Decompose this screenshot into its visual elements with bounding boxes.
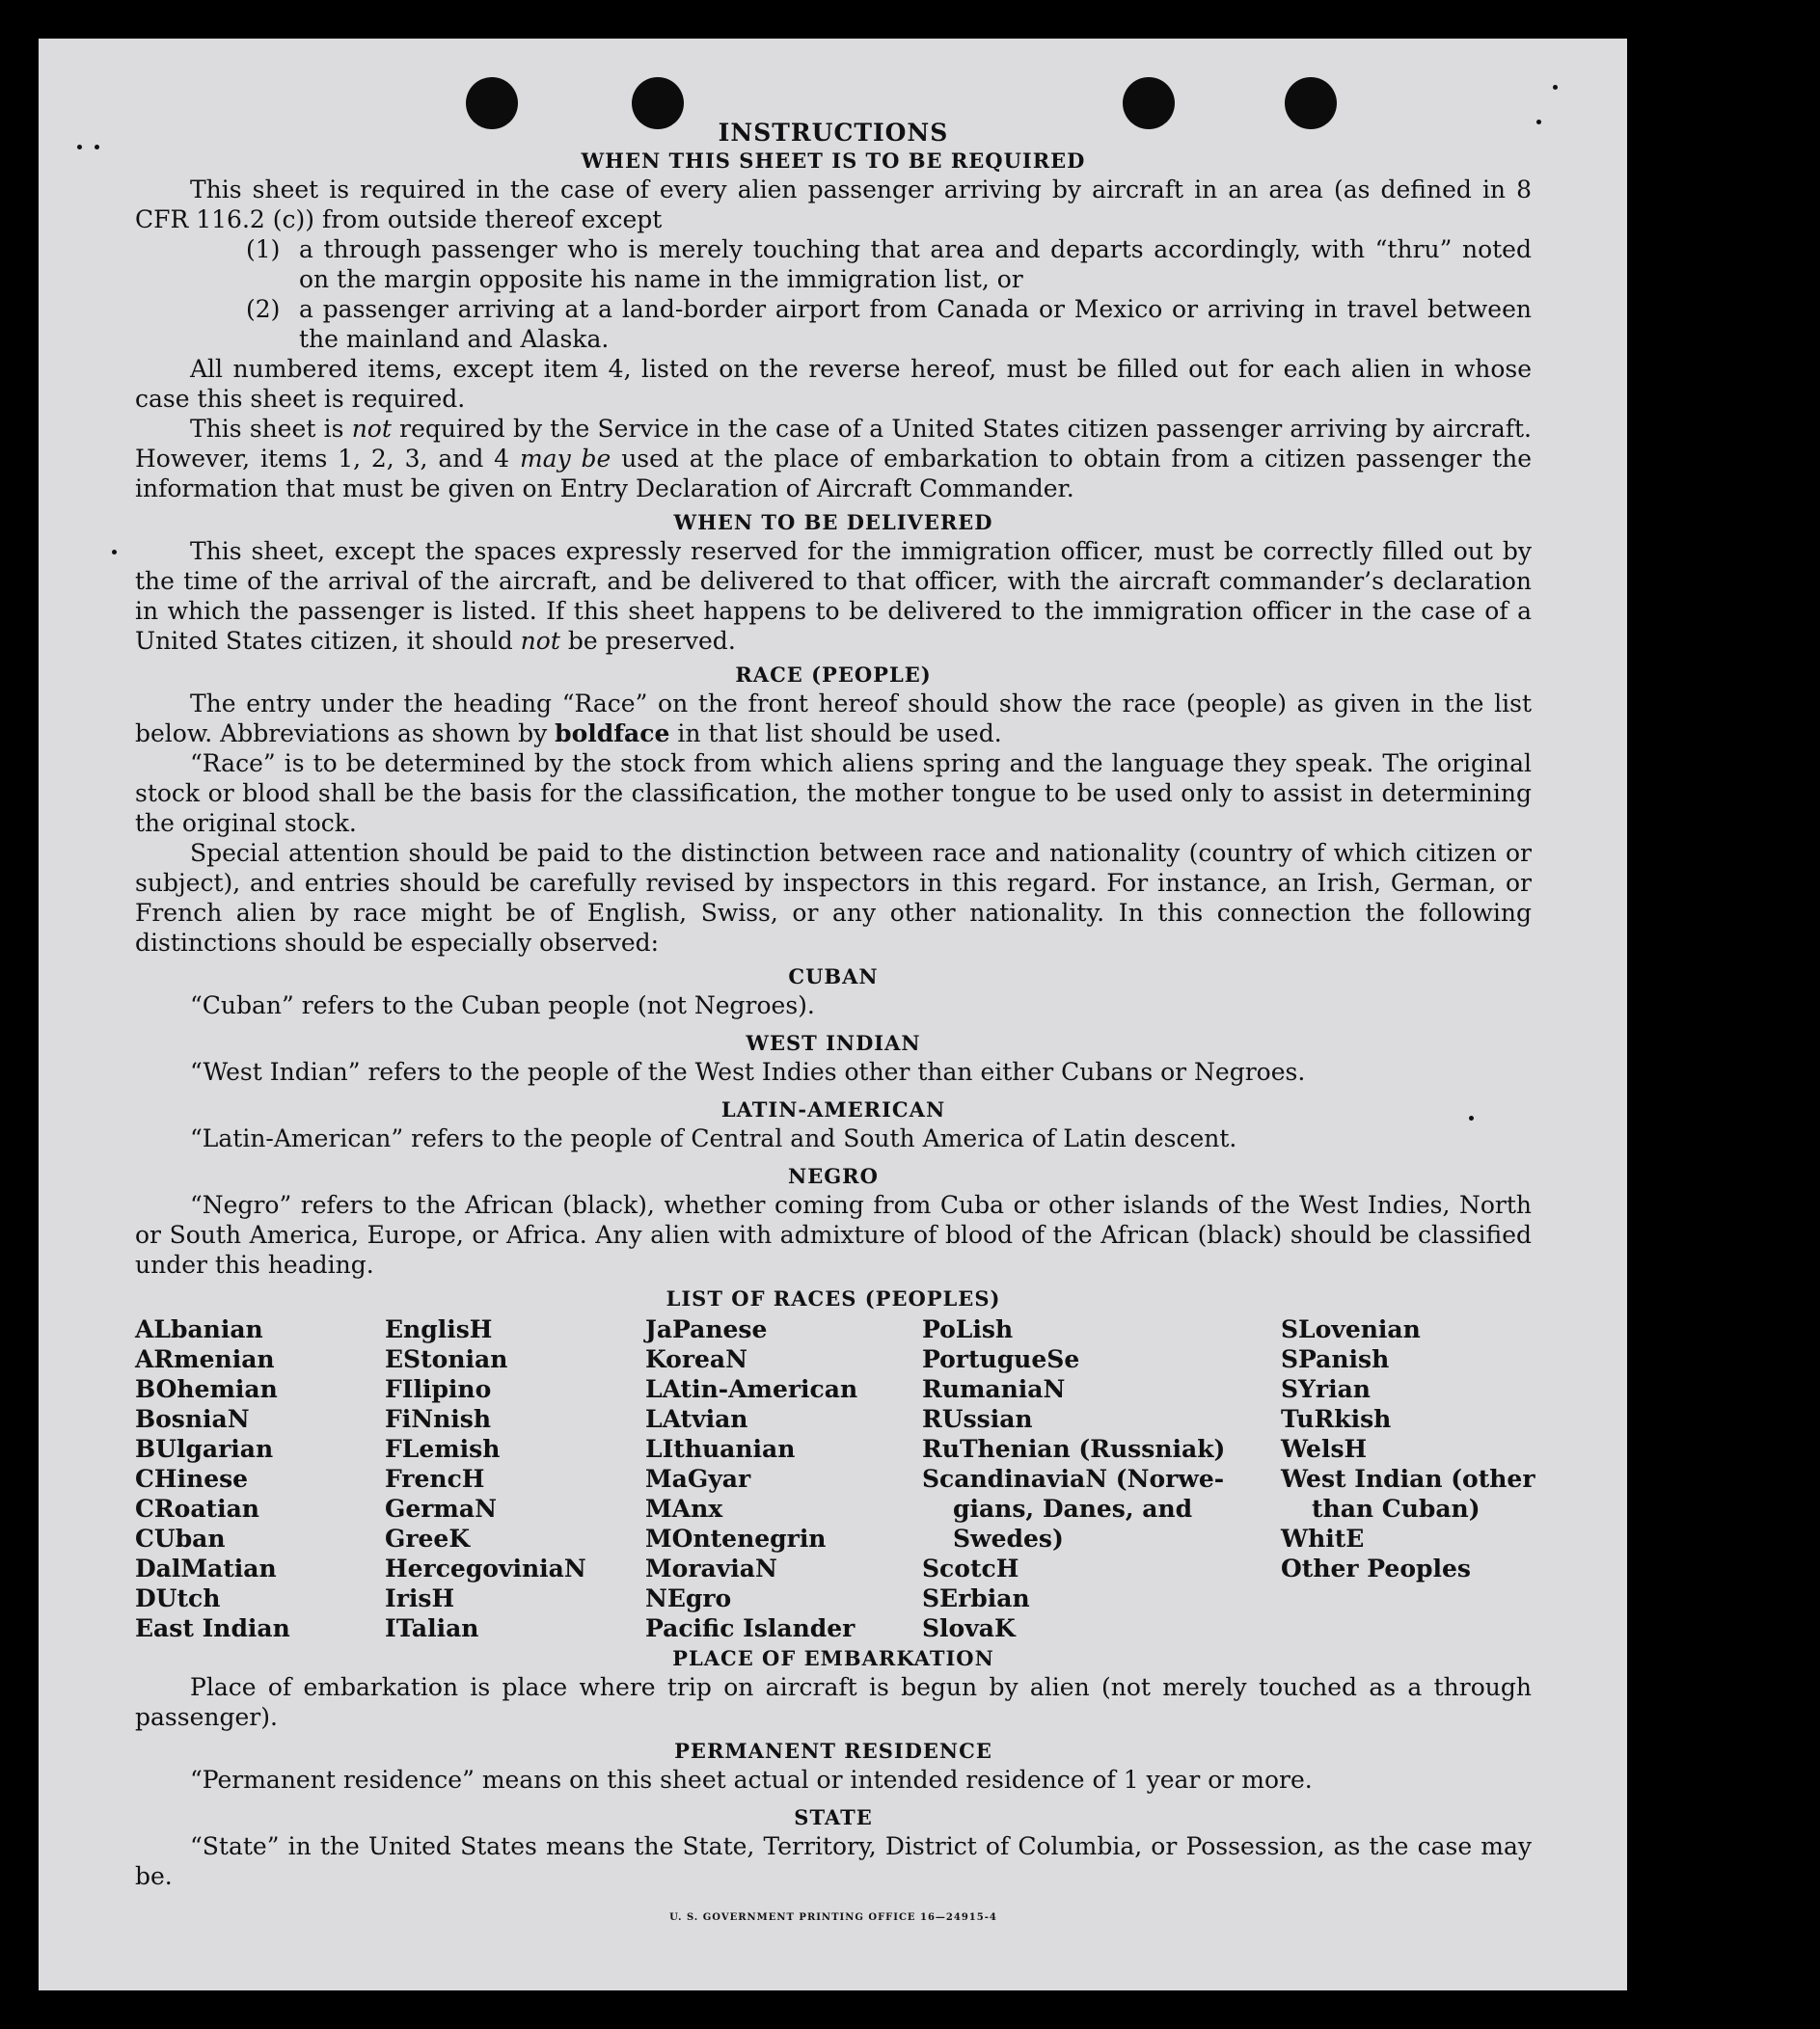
- race-list: [135, 1314, 1535, 1643]
- race-item: CRoatian: [135, 1495, 259, 1523]
- race-column: [135, 1314, 385, 1643]
- race-column: [922, 1314, 1281, 1643]
- list-item: [135, 294, 1532, 354]
- race-item: SlovaK: [922, 1614, 1016, 1642]
- paragraph: This sheet is required in the case of every alien passenger arriving by aircraft in an area (as defined in 8 CFR 116.2 (c)) from outside thereof except: [135, 176, 1532, 233]
- race-item: RumaniaN: [922, 1375, 1066, 1403]
- speck: [1553, 85, 1558, 90]
- race-item: WelsH: [1281, 1435, 1368, 1463]
- paragraph: Place of embarkation is place where trip on aircraft is begun by alien (not merely touched as a through passenger).: [135, 1673, 1532, 1731]
- race-item: SYrian: [1281, 1375, 1371, 1403]
- race-item: IrisH: [385, 1584, 455, 1612]
- item-number: (2): [246, 295, 281, 323]
- race-item: FIlipino: [385, 1375, 492, 1403]
- paragraph: “Race” is to be determined by the stock from which aliens spring and the language they speak. The original stock or blood shall be the basis for the classification, the mother tongue to be used only to assist in determining the original stock.: [135, 749, 1532, 837]
- race-item: SLovenian: [1281, 1315, 1421, 1343]
- race-item: West Indian (other: [1281, 1465, 1535, 1493]
- race-item: KoreaN: [645, 1345, 747, 1373]
- section-heading: RACE (PEOPLE): [735, 663, 932, 687]
- race-item: FLemish: [385, 1435, 501, 1463]
- speck: [1536, 120, 1541, 124]
- race-item: EnglisH: [385, 1315, 493, 1343]
- race-item: JaPanese: [645, 1315, 768, 1343]
- race-item: BOhemian: [135, 1375, 278, 1403]
- race-item: PoLish: [922, 1315, 1014, 1343]
- document-sheet: [39, 39, 1627, 1990]
- race-item: CUban: [135, 1525, 226, 1553]
- item-text: a through passenger who is merely touching that area and departs accordingly, with “thru” noted on the margin opposite his name in the immigration list, or: [299, 235, 1532, 293]
- paragraph: “Permanent residence” means on this sheet actual or intended residence of 1 year or more.: [190, 1766, 1313, 1794]
- list-item: [135, 234, 1532, 294]
- section-heading: PLACE OF EMBARKATION: [672, 1646, 994, 1670]
- race-item: Swedes): [953, 1525, 1064, 1553]
- race-item: WhitE: [1281, 1525, 1365, 1553]
- paragraph: “West Indian” refers to the people of the West Indies other than either Cubans or Negroes.: [190, 1058, 1306, 1086]
- race-item: RuThenian (Russniak): [922, 1435, 1226, 1463]
- race-item: GermaN: [385, 1495, 497, 1523]
- race-item: ScandinaviaN (Norwe-: [922, 1465, 1225, 1493]
- race-item: SPanish: [1281, 1345, 1390, 1373]
- race-item: NEgro: [645, 1584, 732, 1612]
- instructions-content: [135, 118, 1535, 1933]
- paragraph: All numbered items, except item 4, listed on the reverse hereof, must be filled out for each alien in whose case this sheet is required.: [135, 355, 1532, 413]
- race-item: FiNnish: [385, 1405, 492, 1433]
- speck: [77, 145, 82, 149]
- race-item: EStonian: [385, 1345, 508, 1373]
- section-heading: PERMANENT RESIDENCE: [674, 1739, 992, 1763]
- race-item: than Cuban): [1312, 1495, 1480, 1523]
- section-heading: WHEN THIS SHEET IS TO BE REQUIRED: [581, 149, 1086, 173]
- race-item: ALbanian: [135, 1315, 263, 1343]
- race-item: ITalian: [385, 1614, 479, 1642]
- race-column: [1281, 1314, 1535, 1643]
- paragraph: This sheet is not required by the Service in the case of a United States citizen passenger arriving by aircraft. However, items 1, 2, 3, and 4 may be used at the place of embarkation to obtain from a citizen passenger the information that must be given on Entry Declaration of Aircraft Commander.: [135, 415, 1533, 502]
- race-item: ARmenian: [135, 1345, 275, 1373]
- race-item: Other Peoples: [1281, 1555, 1471, 1583]
- item-number: (1): [246, 235, 281, 263]
- paragraph: “Latin-American” refers to the people of Central and South America of Latin descent.: [190, 1124, 1237, 1152]
- speck: [112, 550, 117, 555]
- section-heading: CUBAN: [788, 964, 879, 988]
- race-item: East Indian: [135, 1614, 290, 1642]
- section-heading: WEST INDIAN: [746, 1031, 921, 1055]
- paragraph: This sheet, except the spaces expressly reserved for the immigration officer, must be correctly filled out by the time of the arrival of the aircraft, and be delivered to that officer, with the aircraft commander’s declaration in which the passenger is listed. If this sheet happens to be delivered to the immigration officer in the case of a United States citizen, it should not be preserved.: [135, 537, 1532, 655]
- race-item: HercegoviniaN: [385, 1555, 586, 1583]
- race-column: [385, 1314, 645, 1643]
- paragraph: Special attention should be paid to the distinction between race and nationality (country of which citizen or subject), and entries should be carefully revised by inspectors in this regard. For instance, an Irish, German, or French alien by race might be of English, Swiss, or any other nationality. In this connection the following distinctions should be especially observed:: [135, 839, 1532, 957]
- race-item: ScotcH: [922, 1555, 1019, 1583]
- race-item: DalMatian: [135, 1555, 277, 1583]
- race-item: gians, Danes, and: [953, 1495, 1193, 1523]
- race-item: GreeK: [385, 1525, 471, 1553]
- race-item: MAnx: [645, 1495, 723, 1523]
- race-item: MoraviaN: [645, 1555, 777, 1583]
- paragraph: “Cuban” refers to the Cuban people (not Negroes).: [190, 991, 815, 1019]
- race-item: TuRkish: [1281, 1405, 1392, 1433]
- section-heading: LIST OF RACES (PEOPLES): [666, 1286, 1001, 1311]
- item-text: a passenger arriving at a land-border airport from Canada or Mexico or arriving in travel between the mainland and Alaska.: [299, 295, 1532, 353]
- race-item: LIthuanian: [645, 1435, 796, 1463]
- printer-imprint: U. S. GOVERNMENT PRINTING OFFICE 16—24915-4: [669, 1912, 997, 1923]
- race-item: RUssian: [922, 1405, 1033, 1433]
- section-heading: STATE: [794, 1805, 873, 1829]
- page-title: INSTRUCTIONS: [718, 119, 949, 147]
- race-item: MOntenegrin: [645, 1525, 827, 1553]
- speck: [95, 145, 99, 149]
- race-item: SErbian: [922, 1584, 1030, 1612]
- race-item: PortugueSe: [922, 1345, 1080, 1373]
- race-item: FrencH: [385, 1465, 485, 1493]
- race-item: LAtin-American: [645, 1375, 858, 1403]
- race-item: MaGyar: [645, 1465, 751, 1493]
- paragraph: “State” in the United States means the State, Territory, District of Columbia, or Possession, as the case may be.: [135, 1832, 1532, 1890]
- section-heading: WHEN TO BE DELIVERED: [673, 510, 993, 534]
- race-item: CHinese: [135, 1465, 249, 1493]
- race-item: BosniaN: [135, 1405, 250, 1433]
- race-item: LAtvian: [645, 1405, 748, 1433]
- section-heading: NEGRO: [788, 1164, 879, 1188]
- paragraph: The entry under the heading “Race” on the front hereof should show the race (people) as given in the list below. Abbreviations as shown by boldface in that list should be used.: [135, 690, 1532, 747]
- race-column: [645, 1314, 922, 1643]
- section-heading: LATIN-AMERICAN: [720, 1097, 946, 1122]
- paragraph: “Negro” refers to the African (black), whether coming from Cuba or other islands of the West Indies, North or South America, Europe, or Africa. Any alien with admixture of blood of the African (black) should be classified under this heading.: [135, 1191, 1532, 1279]
- race-item: DUtch: [135, 1584, 221, 1612]
- race-item: BUlgarian: [135, 1435, 274, 1463]
- race-item: Pacific Islander: [645, 1614, 856, 1642]
